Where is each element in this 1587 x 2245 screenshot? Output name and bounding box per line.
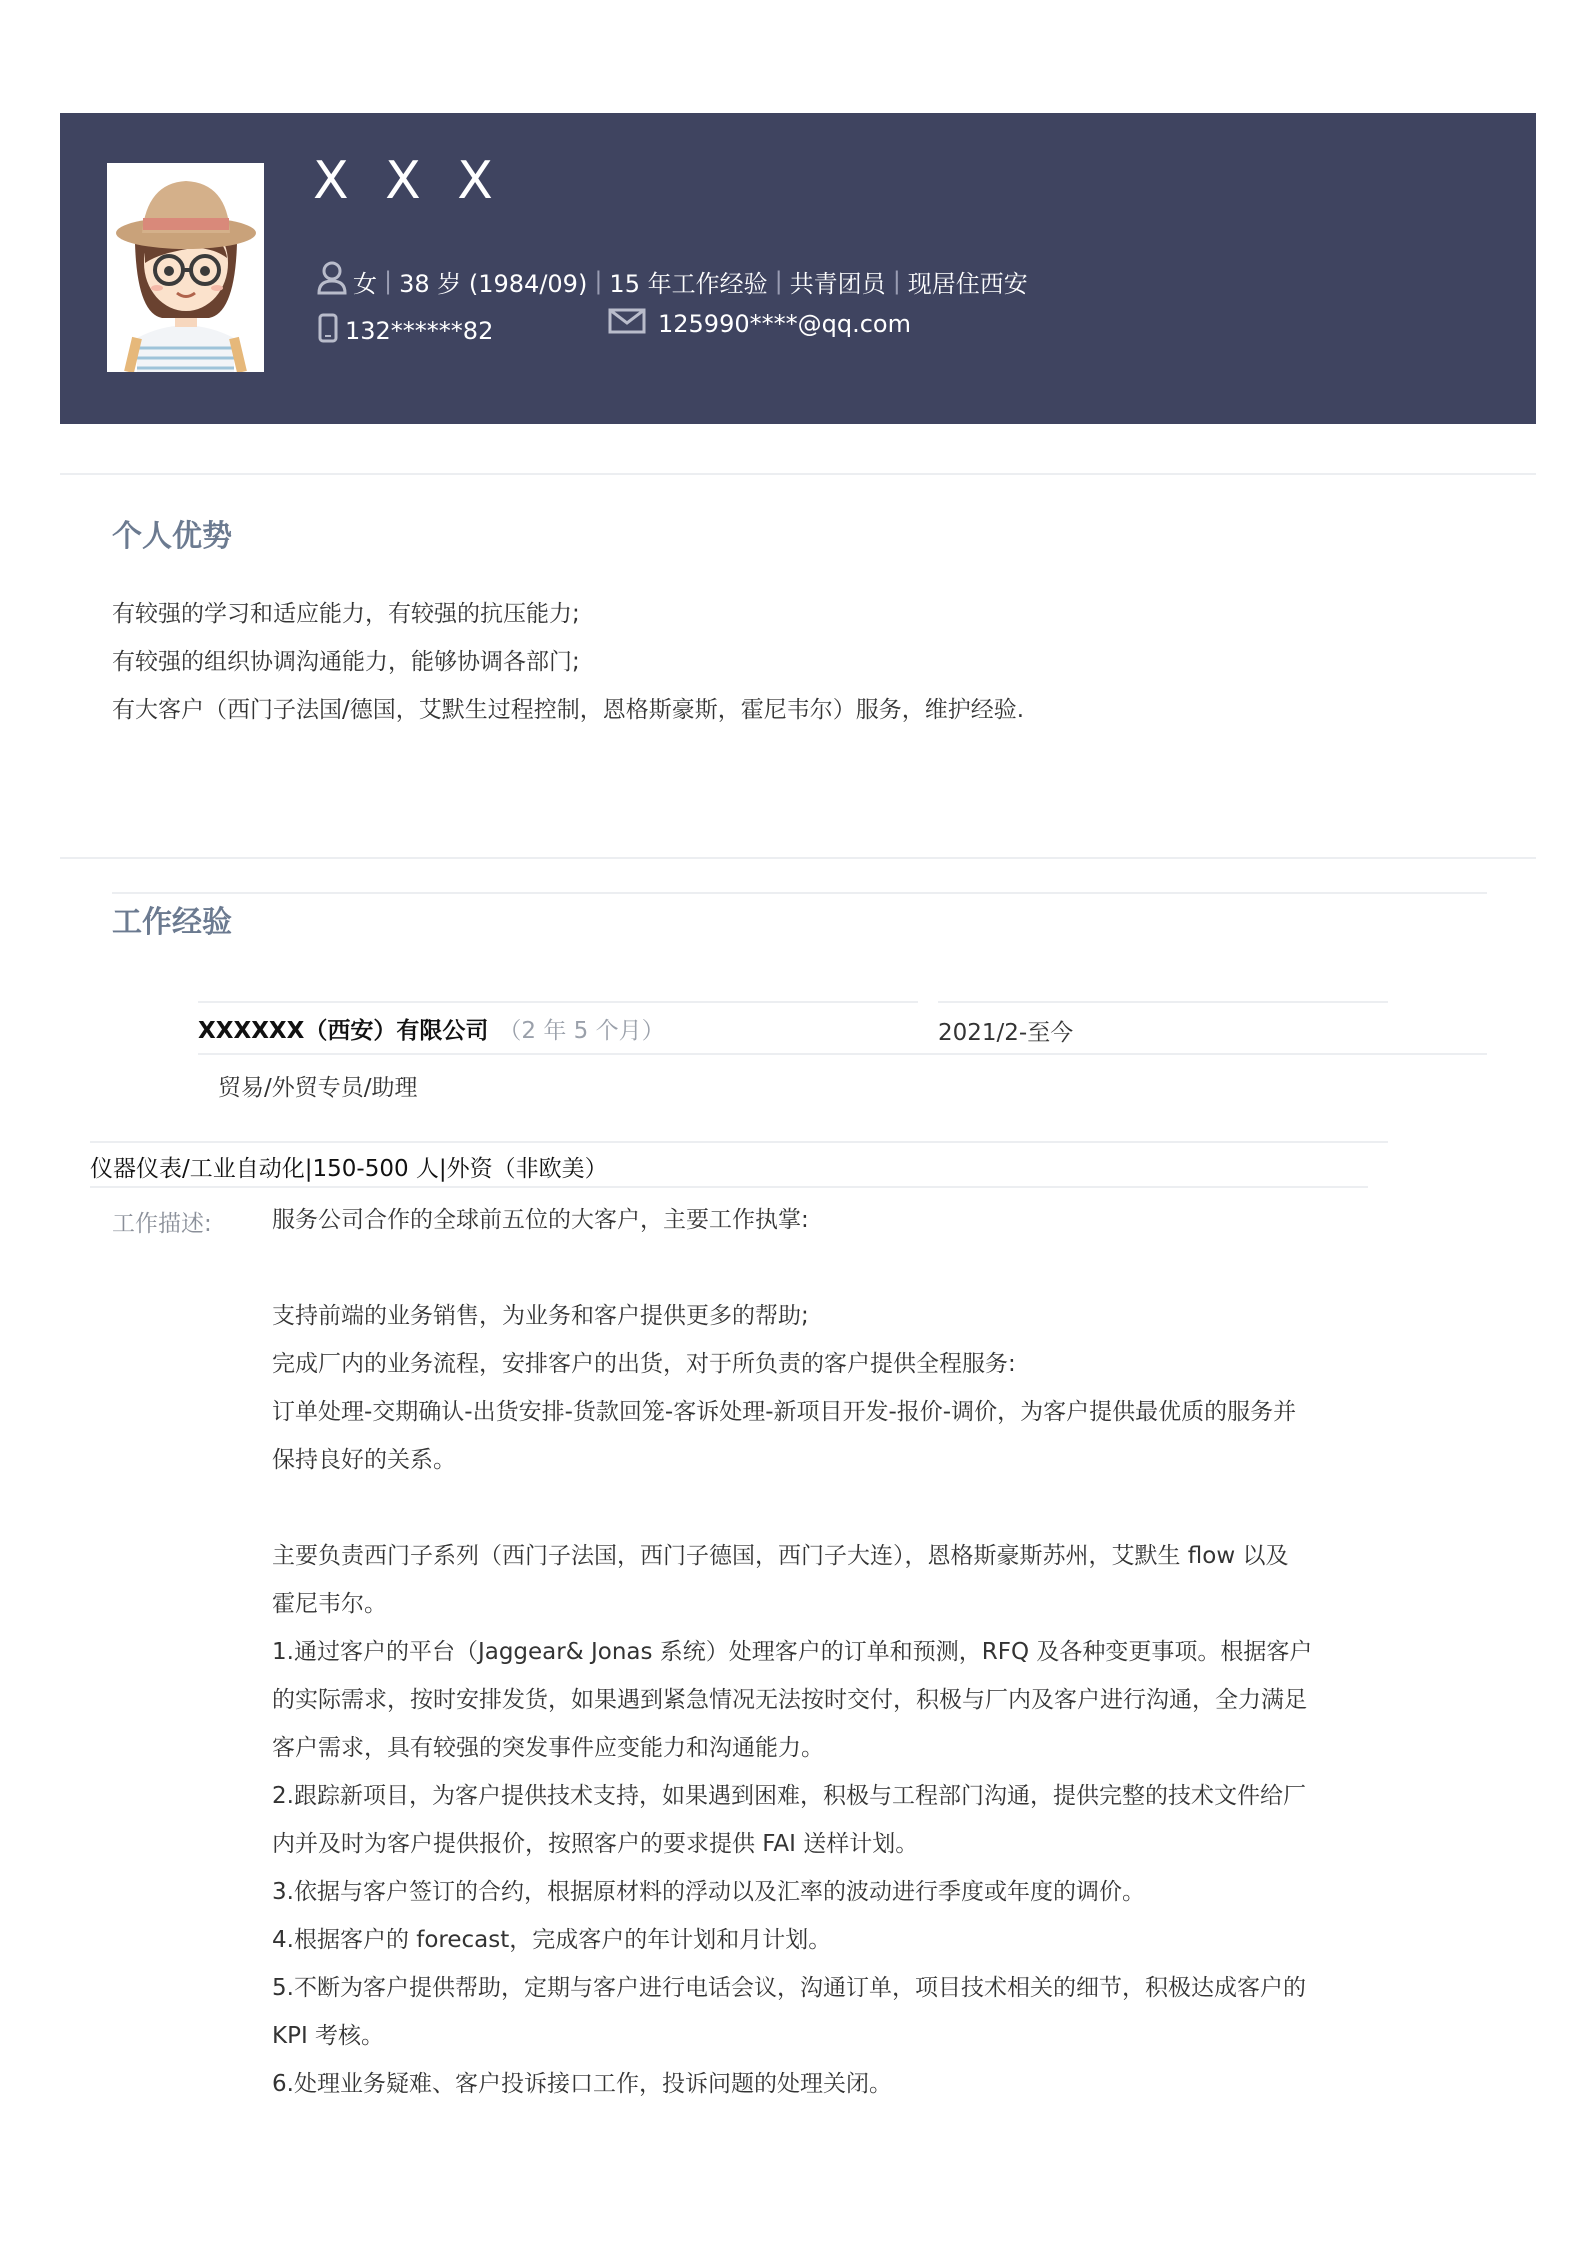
candidate-name: X X X [313, 151, 503, 211]
description-line: 订单处理-交期确认-出货安排-货款回笼-客诉处理-新项目开发-报价-调价，为客户提供最优质的服务并 [272, 1399, 1297, 1425]
description-line: 服务公司合作的全球前五位的大客户，主要工作执掌: [272, 1207, 809, 1233]
basic-info-row: 女 | 38 岁 (1984/09) | 15 年工作经验 | 共青团员 | 现居住西安 [317, 261, 1028, 301]
experience-title: 工作经验 [112, 905, 232, 940]
profile-photo [107, 163, 264, 372]
industry-info: 仪器仪表/工业自动化|150-500 人|外资（非欧美） [90, 1156, 608, 1182]
political-status-text: 共青团员 [789, 269, 886, 298]
description-line: 完成厂内的业务流程，安排客户的出货，对于所负责的客户提供全程服务: [272, 1351, 1016, 1377]
blank-line [272, 1244, 1367, 1292]
company-top-rule [198, 1001, 918, 1003]
residence-text: 现居住西安 [907, 269, 1028, 298]
date-top-rule [938, 1001, 1388, 1003]
description-line: 主要负责西门子系列（西门子法国，西门子德国，西门子大连），恩格斯豪斯苏州，艾默生 flow 以及 [272, 1543, 1289, 1569]
advantage-line: 有大客户（西门子法国/德国，艾默生过程控制，恩格斯豪斯，霍尼韦尔）服务，维护经验. [112, 697, 1025, 723]
email-address: 125990****@qq.com [658, 310, 911, 338]
blank-line [272, 1484, 1367, 1532]
industry-top-rule [90, 1141, 1388, 1143]
person-icon [317, 261, 347, 301]
description-line: 客户需求，具有较强的突发事件应变能力和沟通能力。 [272, 1735, 824, 1761]
employment-date: 2021/2-至今 [938, 1020, 1074, 1046]
employment-duration: （2 年 5 个月） [498, 1018, 665, 1044]
description-line: 4.根据客户的 forecast，完成客户的年计划和月计划。 [272, 1927, 832, 1953]
experience-years-text: 15 年工作经验 [609, 269, 768, 298]
phone-contact [317, 313, 493, 349]
advantage-line: 有较强的学习和适应能力，有较强的抗压能力; [112, 601, 580, 627]
phone-number: 132******82 [345, 317, 494, 345]
industry-bottom-rule [90, 1186, 1368, 1188]
description-line: 6.处理业务疑难、客户投诉接口工作，投诉问题的处理关闭。 [272, 2071, 892, 2097]
envelope-icon [608, 308, 646, 340]
gender-text: 女 [353, 269, 377, 298]
description-line: 的实际需求，按时安排发货，如果遇到紧急情况无法按时交付，积极与厂内及客户进行沟通，全力满足 [272, 1687, 1307, 1713]
mobile-phone-icon [317, 313, 339, 349]
description-line: 保持良好的关系。 [272, 1447, 456, 1473]
job-description [272, 1196, 1367, 2108]
advantages-title: 个人优势 [112, 519, 232, 554]
description-line: 3.依据与客户签订的合约，根据原材料的浮动以及汇率的波动进行季度或年度的调价。 [272, 1879, 1145, 1905]
section-divider [60, 473, 1536, 475]
age-text: 38 岁 (1984/09) [399, 269, 588, 298]
company-heading [198, 1012, 665, 1045]
advantage-line: 有较强的组织协调沟通能力，能够协调各部门; [112, 649, 580, 675]
header-banner [60, 113, 1536, 424]
description-line: 霍尼韦尔。 [272, 1591, 387, 1617]
company-bottom-rule [198, 1053, 1487, 1055]
company-name: XXXXXX（西安）有限公司 [198, 1018, 489, 1044]
description-line: 内并及时为客户提供报价，按照客户的要求提供 FAI 送样计划。 [272, 1831, 919, 1857]
section-divider [60, 857, 1536, 859]
job-position: 贸易/外贸专员/助理 [218, 1075, 418, 1101]
email-contact [608, 308, 911, 340]
description-line: 1.通过客户的平台（Jaggear& Jonas 系统）处理客户的订单和预测，RFQ 及各种变更事项。根据客户 [272, 1639, 1313, 1665]
description-line: 2.跟踪新项目，为客户提供技术支持，如果遇到困难，积极与工程部门沟通，提供完整的技术文件给厂 [272, 1783, 1306, 1809]
advantages-list [112, 590, 1024, 734]
description-line: 支持前端的业务销售，为业务和客户提供更多的帮助; [272, 1303, 809, 1329]
job-description-label: 工作描述: [112, 1211, 212, 1237]
avatar-illustration [107, 163, 264, 372]
section-underline [112, 892, 1487, 894]
description-line: KPI 考核。 [272, 2023, 385, 2049]
description-line: 5.不断为客户提供帮助，定期与客户进行电话会议，沟通订单，项目技术相关的细节，积极达成客户的 [272, 1975, 1306, 2001]
